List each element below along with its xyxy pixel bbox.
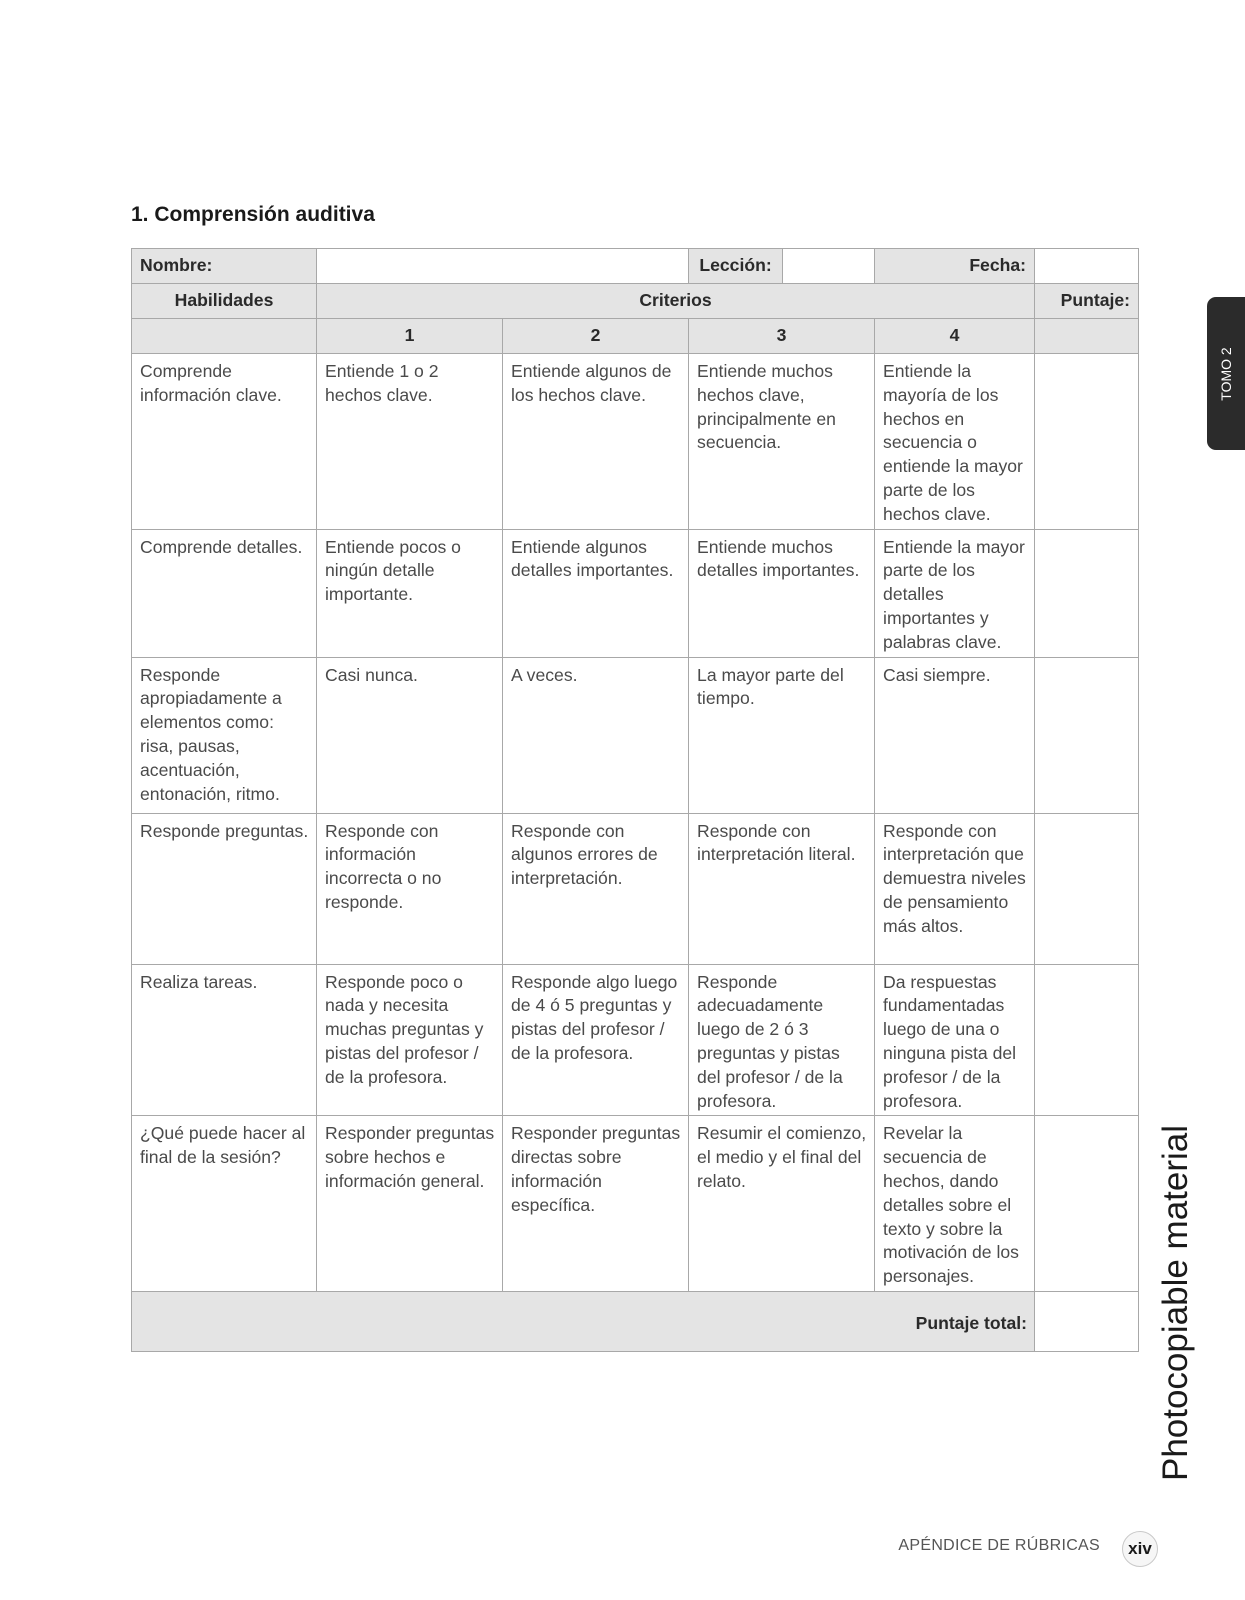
total-row bbox=[132, 1291, 1139, 1351]
name-field[interactable] bbox=[317, 249, 689, 284]
score-header: Puntaje: bbox=[1035, 284, 1139, 319]
criterion-cell: Responde con algunos errores de interpretación. bbox=[503, 813, 689, 964]
page-number: xiv bbox=[1128, 1539, 1152, 1558]
criterion-cell: Responder preguntas directas sobre información específica. bbox=[503, 1116, 689, 1292]
criterion-cell: Entiende muchos detalles importantes. bbox=[689, 529, 875, 657]
criterion-cell: Casi nunca. bbox=[317, 657, 503, 813]
skill-cell: Realiza tareas. bbox=[132, 964, 317, 1116]
levels-row bbox=[132, 319, 1139, 354]
criterion-cell: Entiende pocos o ningún detalle importante. bbox=[317, 529, 503, 657]
criterion-cell: Entiende algunos detalles importantes. bbox=[503, 529, 689, 657]
footer-section-label: APÉNDICE DE RÚBRICAS bbox=[898, 1537, 1100, 1554]
score-cell[interactable] bbox=[1035, 354, 1139, 530]
total-label: Puntaje total: bbox=[132, 1291, 1035, 1351]
criterion-cell: Responde con interpretación literal. bbox=[689, 813, 875, 964]
criterion-cell: Entiende 1 o 2 hechos clave. bbox=[317, 354, 503, 530]
criterion-cell: Entiende la mayor parte de los detalles importantes y palabras clave. bbox=[875, 529, 1035, 657]
criterion-cell: Responde con información incorrecta o no responde. bbox=[317, 813, 503, 964]
criterion-cell: Responde adecuadamente luego de 2 ó 3 preguntas y pistas del profesor / de la profesora. bbox=[689, 964, 875, 1116]
lesson-cell bbox=[689, 249, 875, 284]
date-label: Fecha: bbox=[875, 249, 1035, 284]
rubric-table bbox=[131, 248, 1139, 1352]
criterion-cell: Responde con interpretación que demuestra niveles de pensamiento más altos. bbox=[875, 813, 1035, 964]
score-cell[interactable] bbox=[1035, 529, 1139, 657]
levels-blank bbox=[132, 319, 317, 354]
criterion-cell: A veces. bbox=[503, 657, 689, 813]
level-header: 3 bbox=[689, 319, 875, 354]
level-header: 2 bbox=[503, 319, 689, 354]
table-row bbox=[132, 1116, 1139, 1292]
level-header: 4 bbox=[875, 319, 1035, 354]
skill-cell: Comprende información clave. bbox=[132, 354, 317, 530]
criterion-cell: Responder preguntas sobre hechos e información general. bbox=[317, 1116, 503, 1292]
date-field[interactable] bbox=[1035, 249, 1139, 284]
criterion-cell: Entiende algunos de los hechos clave. bbox=[503, 354, 689, 530]
table-row bbox=[132, 813, 1139, 964]
criterion-cell: Resumir el comienzo, el medio y el final del relato. bbox=[689, 1116, 875, 1292]
page-number-badge bbox=[1122, 1531, 1158, 1567]
criterion-cell: Casi siempre. bbox=[875, 657, 1035, 813]
photocopiable-label: Photocopiable material bbox=[1156, 1124, 1195, 1482]
skills-header: Habilidades bbox=[132, 284, 317, 319]
name-label: Nombre: bbox=[132, 249, 317, 284]
score-cell[interactable] bbox=[1035, 964, 1139, 1116]
table-row bbox=[132, 964, 1139, 1116]
levels-score-blank bbox=[1035, 319, 1139, 354]
volume-tab bbox=[1207, 297, 1245, 450]
skill-cell: Responde apropiadamente a elementos como: risa, pausas, acentuación, entonación, ritmo. bbox=[132, 657, 317, 813]
level-header: 1 bbox=[317, 319, 503, 354]
skill-cell: ¿Qué puede hacer al final de la sesión? bbox=[132, 1116, 317, 1292]
section-title: 1. Comprensión auditiva bbox=[131, 203, 375, 226]
score-cell[interactable] bbox=[1035, 657, 1139, 813]
volume-tab-label: TOMO 2 bbox=[1218, 346, 1234, 401]
lesson-label: Lección: bbox=[689, 249, 783, 283]
table-row bbox=[132, 529, 1139, 657]
criterion-cell: Entiende la mayoría de los hechos en secuencia o entiende la mayor parte de los hechos clave. bbox=[875, 354, 1035, 530]
total-score-field[interactable] bbox=[1035, 1291, 1139, 1351]
score-cell[interactable] bbox=[1035, 1116, 1139, 1292]
criteria-header: Criterios bbox=[317, 284, 1035, 319]
header-row bbox=[132, 284, 1139, 319]
skill-cell: Comprende detalles. bbox=[132, 529, 317, 657]
criterion-cell: Revelar la secuencia de hechos, dando detalles sobre el texto y sobre la motivación de los personajes. bbox=[875, 1116, 1035, 1292]
skill-cell: Responde preguntas. bbox=[132, 813, 317, 964]
criterion-cell: Entiende muchos hechos clave, principalmente en secuencia. bbox=[689, 354, 875, 530]
criterion-cell: Responde algo luego de 4 ó 5 preguntas y pistas del profesor / de la profesora. bbox=[503, 964, 689, 1116]
criterion-cell: Da respuestas fundamentadas luego de una o ninguna pista del profesor / de la profesora. bbox=[875, 964, 1035, 1116]
score-cell[interactable] bbox=[1035, 813, 1139, 964]
criterion-cell: La mayor parte del tiempo. bbox=[689, 657, 875, 813]
criterion-cell: Responde poco o nada y necesita muchas preguntas y pistas del profesor / de la profesora. bbox=[317, 964, 503, 1116]
lesson-field[interactable] bbox=[783, 249, 874, 283]
table-row bbox=[132, 657, 1139, 813]
form-row bbox=[132, 249, 1139, 284]
table-row bbox=[132, 354, 1139, 530]
